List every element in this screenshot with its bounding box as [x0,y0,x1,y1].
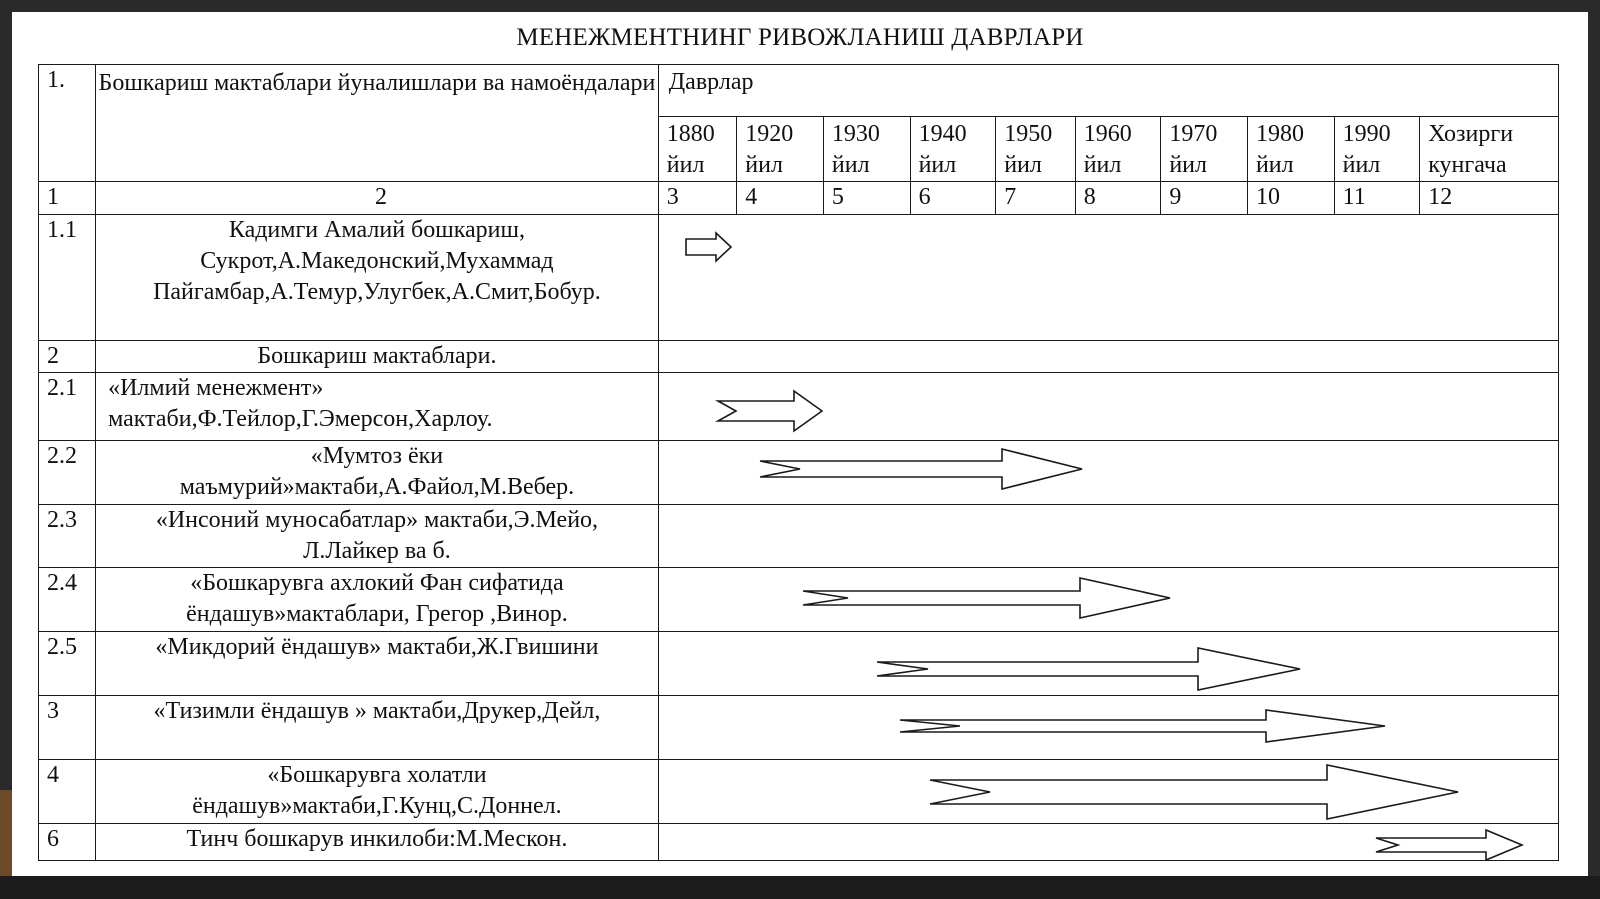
timeline-cell [658,696,1558,760]
timeline-cell [658,373,1558,441]
year-1880 [658,117,736,182]
row-description [96,441,659,505]
year-1980 [1247,117,1334,182]
frame-bottom [0,876,1600,899]
row-line: «Тизимли ёндашув » мактаби,Друкер,Дейл, [153,698,601,724]
year-label: 1970 [1169,121,1218,147]
row-line: «Инсоний муносабатлар» мактаби,Э.Мейо, [155,507,599,533]
table-row [39,632,1559,696]
row-line: «Илмий менежмент» [108,375,324,401]
col-number: 9 [1161,182,1248,215]
year-unit: йил [918,152,957,178]
row-description [96,696,659,760]
table-row [39,441,1559,505]
year-label: Хозирги [1428,121,1514,147]
row-description [96,373,659,441]
year-label: 1950 [1004,121,1053,147]
year-1920 [737,117,824,182]
table-row [39,505,1559,568]
timeline-cell [658,760,1558,824]
table-row [39,341,1559,373]
row-number: 2.3 [39,505,96,568]
row-line: Кадимги Амалий бошкариш, [228,217,525,243]
table-row [39,373,1559,441]
col-number: 12 [1420,182,1559,215]
row-line: Сукрот,А.Македонский,Мухаммад [200,248,554,274]
timeline-cell [658,568,1558,632]
side-tab [0,790,12,876]
row-number: 2 [39,341,96,373]
year-1970 [1161,117,1248,182]
row-number: 2.5 [39,632,96,696]
col-number: 5 [823,182,910,215]
row-line: Пайгамбар,А.Темур,Улугбек,А.Смит,Бобур. [153,279,601,305]
col-number: 8 [1075,182,1161,215]
row-number: 1.1 [39,215,96,341]
header-description: Бошкариш мактаблари йуналишлари ва намоёндалари [96,65,659,182]
document-title: МЕНЕЖМЕНТНИНГ РИВОЖЛАНИШ ДАВРЛАРИ [516,24,1084,51]
year-1990 [1334,117,1420,182]
row-line: Тинч бошкарув инкилоби:М.Мескон. [186,826,568,852]
col-number: 2 [96,182,659,215]
row-number: 3 [39,696,96,760]
row-description [96,760,659,824]
col-number: 11 [1334,182,1420,215]
col-number: 1 [39,182,96,215]
year-unit: йил [1255,152,1294,178]
year-label: 1920 [745,121,794,147]
row-description [96,824,659,861]
header-periods: Даврлар [658,65,1558,117]
column-numbers-row [39,182,1559,215]
periods-table [38,64,1559,861]
table-row [39,568,1559,632]
row-description [96,215,659,341]
timeline-cell [658,341,1558,373]
row-line: ёндашув»мактаби,Г.Кунц,С.Доннел. [192,793,562,819]
timeline-cell [658,505,1558,568]
timeline-cell [658,632,1558,696]
row-number: 4 [39,760,96,824]
year-label: 1940 [918,121,967,147]
year-label: 1960 [1083,121,1132,147]
row-line: ёндашув»мактаблари, Грегор ,Винор. [186,601,568,627]
row-description [96,568,659,632]
table-row [39,824,1559,861]
row-description [96,341,659,373]
row-number: 2.2 [39,441,96,505]
col-number: 4 [737,182,824,215]
row-line: «Микдорий ёндашув» мактаби,Ж.Гвишини [155,634,599,660]
col-number: 6 [910,182,996,215]
row-line: Бошкариш мактаблари. [257,343,497,369]
col-number: 10 [1247,182,1334,215]
row-line: «Бошкарувга холатли [267,762,487,788]
year-unit: йил [1004,152,1042,178]
year-label: 1990 [1342,121,1391,147]
year-1950 [996,117,1076,182]
col-number: 7 [996,182,1076,215]
year-unit: йил [1083,152,1122,178]
year-unit: йил [831,152,870,178]
year-1930 [823,117,910,182]
row-line: Л.Лайкер ва б. [303,538,451,564]
year-present [1420,117,1559,182]
row-number: 2.4 [39,568,96,632]
table-row [39,215,1559,341]
year-unit: йил [1169,152,1207,178]
timeline-cell [658,441,1558,505]
row-line: «Бошкарувга ахлокий Фан сифатида [190,570,564,596]
row-number: 6 [39,824,96,861]
row-line: «Мумтоз ёки [310,443,444,469]
timeline-cell [658,215,1558,341]
row-line: маъмурий»мактаби,А.Файол,М.Вебер. [179,474,575,500]
year-unit: йил [1342,152,1381,178]
header-num: 1. [39,65,96,182]
timeline-cell [658,824,1558,861]
row-description [96,632,659,696]
year-unit: кунгача [1428,152,1507,178]
row-number: 2.1 [39,373,96,441]
year-1940 [910,117,996,182]
table-row [39,696,1559,760]
table-row [39,760,1559,824]
year-label: 1980 [1255,121,1304,147]
year-label: 1930 [831,121,880,147]
col-number: 3 [658,182,736,215]
header-row [39,65,1559,117]
row-description [96,505,659,568]
row-line: мактаби,Ф.Тейлор,Г.Эмерсон,Харлоу. [108,406,493,432]
year-unit: йил [666,152,705,178]
year-unit: йил [745,152,783,178]
year-1960 [1075,117,1161,182]
year-label: 1880 [666,121,715,147]
